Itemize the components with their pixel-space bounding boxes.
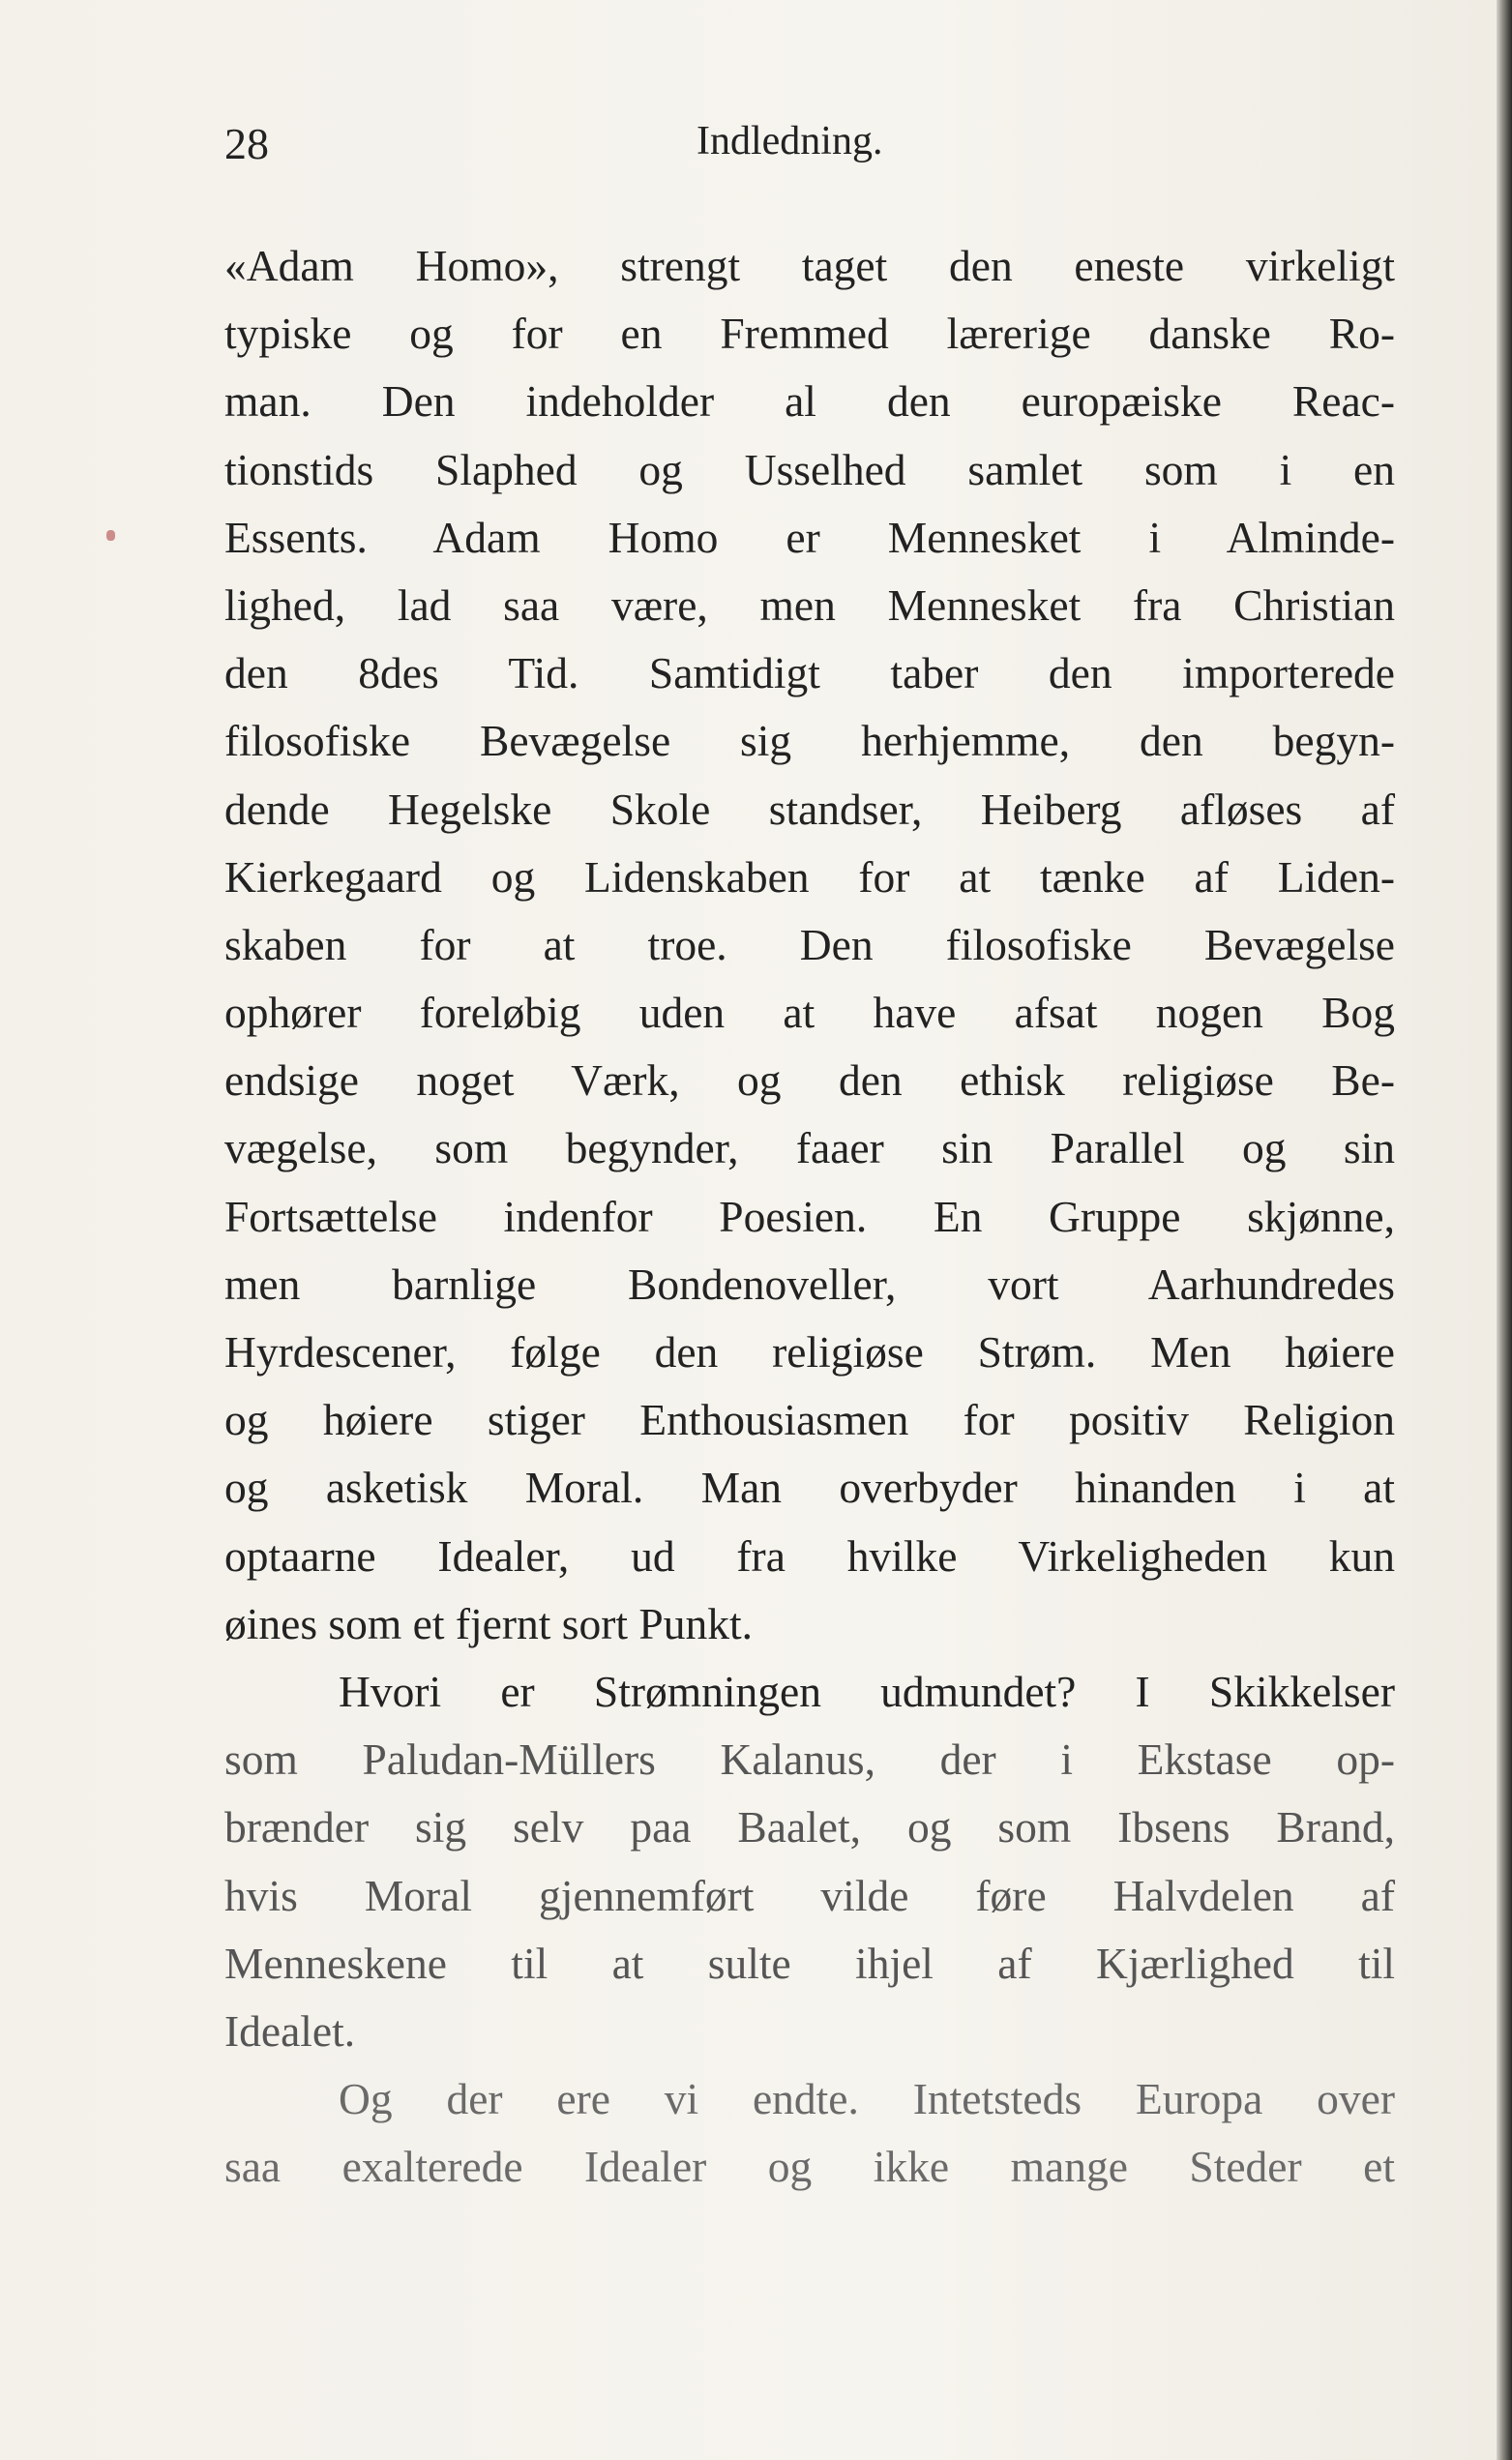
text-line: vægelse, som begynder, faaer sin Parallel og sin — [224, 1123, 1395, 1173]
running-head: Indledning. — [697, 119, 883, 163]
text-line: Hyrdescener, følge den religiøse Strøm. Men høiere — [224, 1327, 1395, 1377]
text-line: og høiere stiger Enthousiasmen for positiv Religion — [224, 1395, 1395, 1445]
text-line: skaben for at troe. Den filosofiske Bevægelse — [224, 919, 1395, 969]
text-line: øines som et fjernt sort Punkt. — [224, 1598, 753, 1648]
text-line: som Paludan-Müllers Kalanus, der i Ekstase op- — [224, 1734, 1395, 1785]
text-line: lighed, lad saa være, men Mennesket fra Christian — [224, 579, 1395, 630]
text-line: man. Den indeholder al den europæiske Reac- — [224, 376, 1395, 427]
text-line: Essents. Adam Homo er Mennesket i Alminde- — [224, 512, 1395, 562]
text-line: den 8des Tid. Samtidigt taber den importerede — [224, 648, 1395, 698]
text-line: «Adam Homo», strengt taget den eneste virkeligt — [224, 241, 1395, 290]
text-line: tionstids Slaphed og Usselhed samlet som i en — [224, 444, 1395, 494]
text-line: ophører foreløbig uden at have afsat nogen Bog — [224, 988, 1395, 1038]
text-line: endsige noget Værk, og den ethisk religiøse Be- — [224, 1055, 1395, 1106]
text-line: optaarne Idealer, ud fra hvilke Virkeligheden kun — [224, 1530, 1395, 1581]
text-line: men barnlige Bondenoveller, vort Aarhundredes — [224, 1259, 1395, 1309]
text-line: Menneskene til at sulte ihjel af Kjærlighed til — [224, 1938, 1395, 1988]
text-line: dende Hegelske Skole standser, Heiberg afløses af — [224, 784, 1395, 834]
text-line: Kierkegaard og Lidenskaben for at tænke af Liden- — [224, 851, 1395, 902]
text-line: Hvori er Strømningen udmundet? I Skikkelser — [339, 1666, 1395, 1716]
page-header — [224, 118, 1395, 176]
text-line: og asketisk Moral. Man overbyder hinanden i at — [224, 1463, 1395, 1513]
text-line: Fortsættelse indenfor Poesien. En Gruppe skjønne, — [224, 1191, 1395, 1241]
text-line: Idealet. — [224, 2005, 356, 2056]
ink-mark — [106, 530, 115, 541]
text-line: saa exalterede Idealer og ikke mange Steder et — [224, 2142, 1395, 2192]
page-number: 28 — [224, 119, 269, 168]
text-line: hvis Moral gjennemført vilde føre Halvdelen af — [224, 1870, 1395, 1920]
body-text — [224, 232, 1395, 2201]
text-line: brænder sig selv paa Baalet, og som Ibsens Brand, — [224, 1802, 1395, 1852]
page-edge-shadow — [1497, 0, 1512, 2460]
text-line: typiske og for en Fremmed lærerige danske Ro- — [224, 309, 1395, 359]
text-line: filosofiske Bevægelse sig herhjemme, den begyn- — [224, 716, 1395, 766]
text-line: Og der ere vi endte. Intetsteds Europa over — [339, 2074, 1395, 2124]
